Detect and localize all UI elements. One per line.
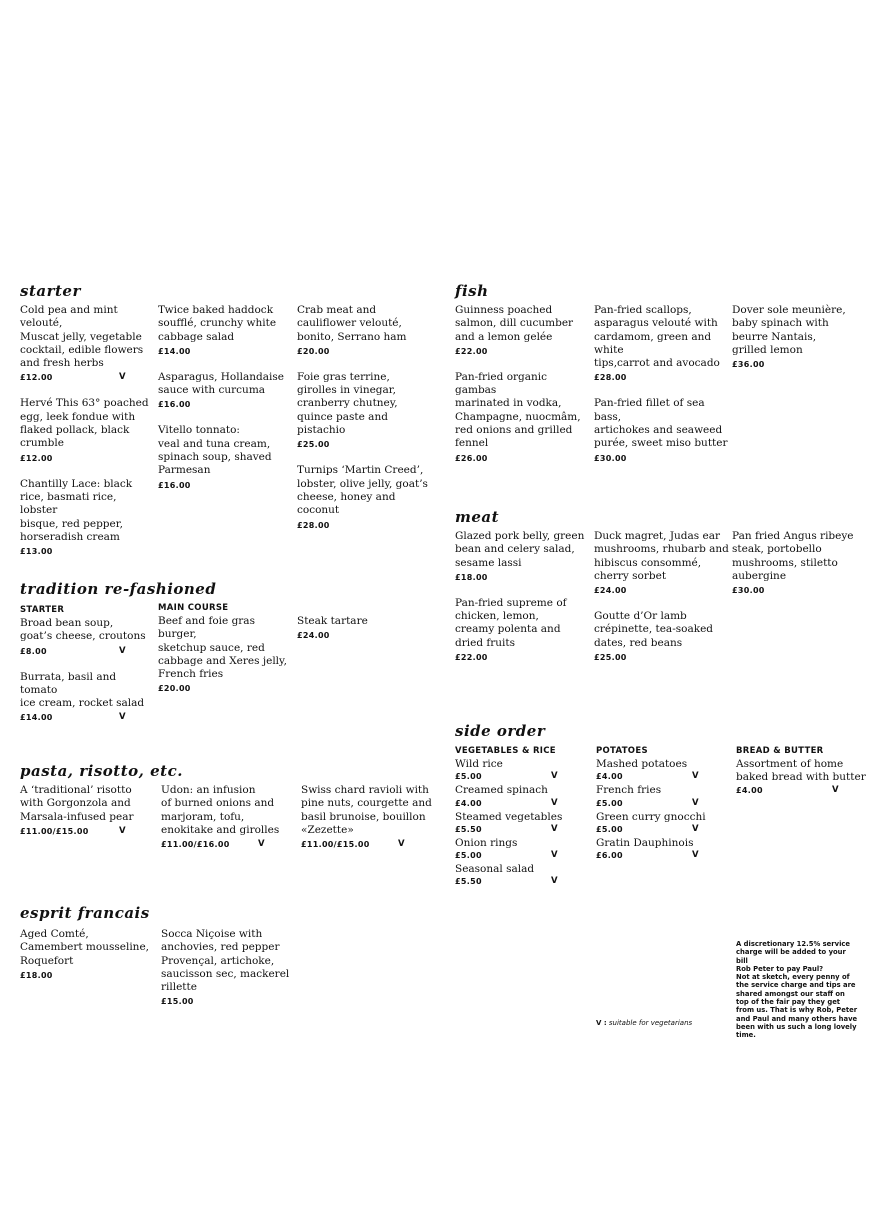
menu-item-price: £12.00 <box>20 373 53 383</box>
menu-item-price: £16.00 <box>158 400 191 410</box>
vegetarian-mark: V <box>119 645 126 656</box>
menu-item-price-row <box>594 652 729 663</box>
vegetarian-mark: V <box>551 850 558 861</box>
menu-item-name: Goutte d’Or lamb crépinette, tea-soaked dates, red beans <box>594 610 714 649</box>
side-pot-list <box>596 758 726 863</box>
esprit-col-2 <box>161 928 296 1021</box>
vegetarian-mark: V <box>692 823 699 834</box>
menu-item <box>594 530 729 596</box>
side-title: side order <box>455 722 546 740</box>
menu-item-price-row <box>158 399 293 410</box>
vegetarian-mark: V <box>692 771 699 782</box>
meat-col-1 <box>455 530 590 677</box>
menu-item-price-row <box>594 372 734 383</box>
side-item-price-row <box>596 824 726 835</box>
tradition-col-2 <box>158 615 293 708</box>
side-item <box>596 758 726 782</box>
pasta-title: pasta, risotto, etc. <box>20 762 183 780</box>
side-item-price-row <box>455 850 585 861</box>
tradition-title: tradition re-fashioned <box>20 580 217 598</box>
side-item-price: £6.00 <box>596 851 623 861</box>
vegetarian-mark: V <box>258 839 265 850</box>
esprit-col-1 <box>20 928 155 995</box>
menu-item-name: Broad bean soup, goat’s cheese, croutons <box>20 617 146 643</box>
menu-item-price: £16.00 <box>158 480 191 490</box>
menu-item <box>455 371 590 464</box>
side-item-name: Assortment of home baked bread with butter <box>736 758 866 784</box>
menu-item-name: Crab meat and cauliflower velouté, bonito, Serrano ham <box>297 304 407 343</box>
starter-section <box>20 282 81 300</box>
tradition-main-head: MAIN COURSE <box>158 603 229 613</box>
starter-title: starter <box>20 282 81 300</box>
tradition-starter-head: STARTER <box>20 605 65 615</box>
menu-item-name: Pan fried Angus ribeye steak, portobello mushrooms, stiletto aubergine <box>732 530 854 582</box>
menu-item-price-row <box>732 585 867 596</box>
menu-item-price: £12.00 <box>20 453 53 463</box>
menu-item-name: Udon: an infusion of burned onions and marjoram, tofu, enokitake and girolles <box>161 784 280 836</box>
menu-item <box>594 397 734 463</box>
menu-item <box>455 304 590 357</box>
menu-item-name: Turnips ‘Martin Creed’, lobster, olive jelly, goat’s cheese, honey and coconut <box>297 464 428 517</box>
menu-item-name: Twice baked haddock soufflé, crunchy white cabbage salad <box>158 304 277 343</box>
menu-item-name: Vitello tonnato: veal and tuna cream, spinach soup, shaved Parmesan <box>158 424 272 477</box>
side-veg-list <box>455 758 585 889</box>
side-item-price: £5.00 <box>596 824 623 834</box>
menu-item-price-row <box>594 453 734 464</box>
menu-item-price: £18.00 <box>455 572 488 582</box>
side-item-price-row <box>596 798 726 809</box>
menu-item-price: £14.00 <box>20 713 53 723</box>
menu-item <box>20 304 155 383</box>
side-item <box>455 784 585 808</box>
menu-item <box>297 615 432 641</box>
menu-item <box>297 464 432 530</box>
fish-col-3 <box>732 304 867 384</box>
side-item-price: £5.00 <box>455 851 482 861</box>
menu-item-price-row <box>732 359 867 370</box>
vegetarian-mark: V <box>692 797 699 808</box>
vegetarian-mark: V <box>551 876 558 887</box>
side-item-price: £4.00 <box>455 798 482 808</box>
vegetarian-mark: V <box>832 784 839 795</box>
menu-item-name: Pan-fried organic gambas marinated in vodka, Champagne, nuocmâm, red onions and grilled fennel <box>455 370 581 450</box>
menu-item-name: Swiss chard ravioli with pine nuts, courgette and basil brunoise, bouillon «Zezette» <box>301 784 432 836</box>
menu-item-name: Dover sole meunière, baby spinach with beurre Nantais, grilled lemon <box>732 304 846 356</box>
menu-item <box>732 530 867 596</box>
side-item-price-row <box>455 824 585 835</box>
vegetarian-mark: V <box>551 823 558 834</box>
menu-item-price-row <box>455 572 590 583</box>
menu-item-price-row <box>297 520 432 531</box>
vegetarian-mark: V <box>692 850 699 861</box>
menu-item-name: Glazed pork belly, green bean and celery salad, sesame lassi <box>455 530 585 569</box>
menu-item <box>301 784 436 850</box>
menu-item-name: Socca Niçoise with anchovies, red pepper Provençal, artichoke, saucisson sec, mackerel rillette <box>161 928 290 994</box>
menu-item-price-row <box>20 970 155 981</box>
meat-col-2 <box>594 530 729 677</box>
esprit-section <box>20 904 150 922</box>
menu-item-name: A ‘traditional’ risotto with Gorgonzola and Marsala-infused pear <box>20 784 134 823</box>
side-section <box>455 722 545 740</box>
menu-item-price-row <box>158 346 293 357</box>
menu-item <box>455 597 590 663</box>
menu-item-name: Burrata, basil and tomato ice cream, rocket salad <box>20 670 145 710</box>
service-charge-note: A discretionary 12.5% service charge will be added to your bill Rob Peter to pay Paul? Not at sketch, every penny of the service charge and tips are shared amongst our staff on top of the fair pay they get from us. That is why Rob, Peter and Paul and many others have been with us such a long lovely time. <box>736 940 858 1040</box>
menu-item-price: £36.00 <box>732 360 765 370</box>
fish-title: fish <box>455 282 489 300</box>
menu-item <box>20 671 155 724</box>
menu-item-price: £28.00 <box>594 373 627 383</box>
menu-item <box>20 478 155 557</box>
menu-item-price: £20.00 <box>297 346 330 356</box>
menu-item-name: Foie gras terrine, girolles in vinegar, cranberry chutney, quince paste and pistachio <box>297 370 398 437</box>
menu-item-price-row <box>455 453 590 464</box>
menu-item <box>158 424 293 490</box>
menu-item-name: Guinness poached salmon, dill cucumber and a lemon gelée <box>455 304 574 343</box>
menu-item <box>20 928 155 981</box>
side-bread-head: BREAD & BUTTER <box>736 746 824 756</box>
menu-item <box>20 617 155 657</box>
side-item-name: Gratin Dauphinois <box>596 836 694 849</box>
side-item <box>596 837 726 861</box>
side-item-price: £4.00 <box>736 785 763 795</box>
side-item-price-row <box>455 876 585 887</box>
side-item-name: Mashed potatoes <box>596 758 688 770</box>
side-item-name: Creamed spinach <box>455 784 548 797</box>
vegetarian-mark: V <box>551 797 558 808</box>
side-item <box>455 837 585 861</box>
pasta-col-3 <box>301 784 436 864</box>
menu-item <box>158 371 293 411</box>
menu-item-price: £30.00 <box>594 453 627 463</box>
menu-item-name: Steak tartare <box>297 615 368 627</box>
menu-item-name: Pan-fried supreme of chicken, lemon, creamy polenta and dried fruits <box>455 596 567 649</box>
menu-item-price: £8.00 <box>20 646 47 656</box>
menu-item-price-row <box>158 683 293 694</box>
menu-item-price: £15.00 <box>161 997 194 1007</box>
side-pot-head: POTATOES <box>596 746 648 756</box>
menu-item-price-row <box>161 839 296 850</box>
side-item <box>455 758 585 782</box>
menu-item <box>297 371 432 450</box>
vegetarian-mark: V <box>398 839 405 850</box>
side-item-name: Wild rice <box>455 758 503 770</box>
side-item <box>596 811 726 835</box>
menu-item-price-row <box>301 839 436 850</box>
meat-title: meat <box>455 508 500 526</box>
menu-item <box>297 304 432 357</box>
menu-item-price-row <box>297 346 432 357</box>
menu-item-price-row <box>20 712 155 723</box>
menu-item-name: Chantilly Lace: black rice, basmati rice, lobster bisque, red pepper, horseradish cream <box>20 477 133 543</box>
menu-item-name: Aged Comté, Camembert mousseline, Roquefort <box>20 928 149 967</box>
menu-item-name: Hervé This 63° poached egg, leek fondue with flaked pollack, black crumble <box>20 397 149 450</box>
menu-item-price: £11.00/£15.00 <box>20 826 89 836</box>
menu-item-price-row <box>455 346 590 357</box>
menu-item-price-row <box>297 630 432 641</box>
menu-item-price: £24.00 <box>297 631 330 641</box>
side-item-name: French fries <box>596 784 662 797</box>
tradition-section <box>20 580 216 598</box>
menu-item-price: £25.00 <box>297 440 330 450</box>
menu-item-price-row <box>594 585 729 596</box>
menu-item-price: £26.00 <box>455 453 488 463</box>
menu-item-name: Pan-fried fillet of sea bass, artichokes and seaweed purée, sweet miso butter <box>594 397 728 450</box>
menu-item-price: £14.00 <box>158 346 191 356</box>
menu-item-price: £30.00 <box>732 586 765 596</box>
menu-item <box>594 610 729 663</box>
starter-col-1 <box>20 304 155 571</box>
pasta-col-1 <box>20 784 155 851</box>
side-bread-list <box>736 758 866 798</box>
menu-item-price: £24.00 <box>594 586 627 596</box>
side-item-price-row <box>455 771 585 782</box>
menu-item-price-row <box>20 372 155 383</box>
menu-item-price-row <box>455 652 590 663</box>
side-item-price: £4.00 <box>596 772 623 782</box>
vegetarian-mark: V <box>119 712 126 723</box>
tradition-col-3 <box>297 615 432 655</box>
tradition-col-1 <box>20 617 155 737</box>
vegetarian-mark: V <box>551 771 558 782</box>
side-item <box>596 784 726 808</box>
legend-text: suitable for vegetarians <box>608 1019 693 1027</box>
fish-section <box>455 282 489 300</box>
side-item <box>455 811 585 835</box>
menu-item-price: £11.00/£15.00 <box>301 840 370 850</box>
menu-item-name: Asparagus, Hollandaise sauce with curcuma <box>158 370 284 397</box>
meat-section <box>455 508 499 526</box>
menu-item-name: Pan-fried scallops, asparagus velouté with cardamom, green and white tips,carrot and avocado <box>594 304 720 370</box>
side-veg-head: VEGETABLES & RICE <box>455 746 556 756</box>
menu-item-name: Duck magret, Judas ear mushrooms, rhubarb and hibiscus consommé, cherry sorbet <box>594 530 729 582</box>
side-item-price-row <box>596 850 726 861</box>
starter-col-2 <box>158 304 293 505</box>
side-item-price: £5.50 <box>455 824 482 834</box>
menu-item <box>20 784 155 837</box>
menu-item <box>732 304 867 370</box>
fish-col-1 <box>455 304 590 478</box>
starter-col-3 <box>297 304 432 545</box>
menu-item-name: Cold pea and mint velouté, Muscat jelly, vegetable cocktail, edible flowers and fresh herbs <box>20 304 144 370</box>
side-item-price-row <box>455 798 585 809</box>
pasta-col-2 <box>161 784 296 864</box>
side-item-price: £5.50 <box>455 877 482 887</box>
menu-item <box>158 615 293 694</box>
menu-item-price: £11.00/£16.00 <box>161 840 230 850</box>
vegetarian-legend <box>596 1019 692 1027</box>
menu-item-price-row <box>20 546 155 557</box>
side-item-price: £5.00 <box>596 798 623 808</box>
menu-item <box>158 304 293 357</box>
side-item-price-row <box>596 771 726 782</box>
menu-item <box>594 304 734 383</box>
side-item-name: Seasonal salad <box>455 863 535 876</box>
menu-item <box>161 928 296 1007</box>
menu-item-price-row <box>20 646 155 657</box>
menu-item-name: Beef and foie gras burger, sketchup sauce, red cabbage and Xeres jelly, French fries <box>158 615 287 681</box>
menu-item <box>455 530 590 583</box>
menu-item-price: £22.00 <box>455 346 488 356</box>
menu-item-price-row <box>161 996 296 1007</box>
side-item-price-row <box>736 785 866 796</box>
menu-item-price-row <box>297 439 432 450</box>
side-item <box>736 758 866 796</box>
pasta-section <box>20 762 183 780</box>
menu-item-price-row <box>20 826 155 837</box>
side-item-name: Green curry gnocchi <box>596 810 706 823</box>
menu-item <box>20 397 155 463</box>
menu-item-price-row <box>158 480 293 491</box>
menu-item-price: £22.00 <box>455 653 488 663</box>
side-item-price: £5.00 <box>455 772 482 782</box>
fish-col-2 <box>594 304 734 478</box>
menu-item-price: £25.00 <box>594 653 627 663</box>
side-item-name: Steamed vegetables <box>455 810 563 823</box>
side-item <box>455 863 585 887</box>
meat-col-3 <box>732 530 867 610</box>
menu-item-price: £28.00 <box>297 520 330 530</box>
menu-item <box>161 784 296 850</box>
legend-symbol: V : <box>596 1019 607 1027</box>
menu-item-price: £18.00 <box>20 970 53 980</box>
esprit-title: esprit francais <box>20 904 150 922</box>
vegetarian-mark: V <box>119 825 126 836</box>
vegetarian-mark: V <box>119 372 126 383</box>
menu-item-price-row <box>20 453 155 464</box>
side-item-name: Onion rings <box>455 836 518 849</box>
menu-item-price: £20.00 <box>158 684 191 694</box>
menu-item-price: £13.00 <box>20 547 53 557</box>
